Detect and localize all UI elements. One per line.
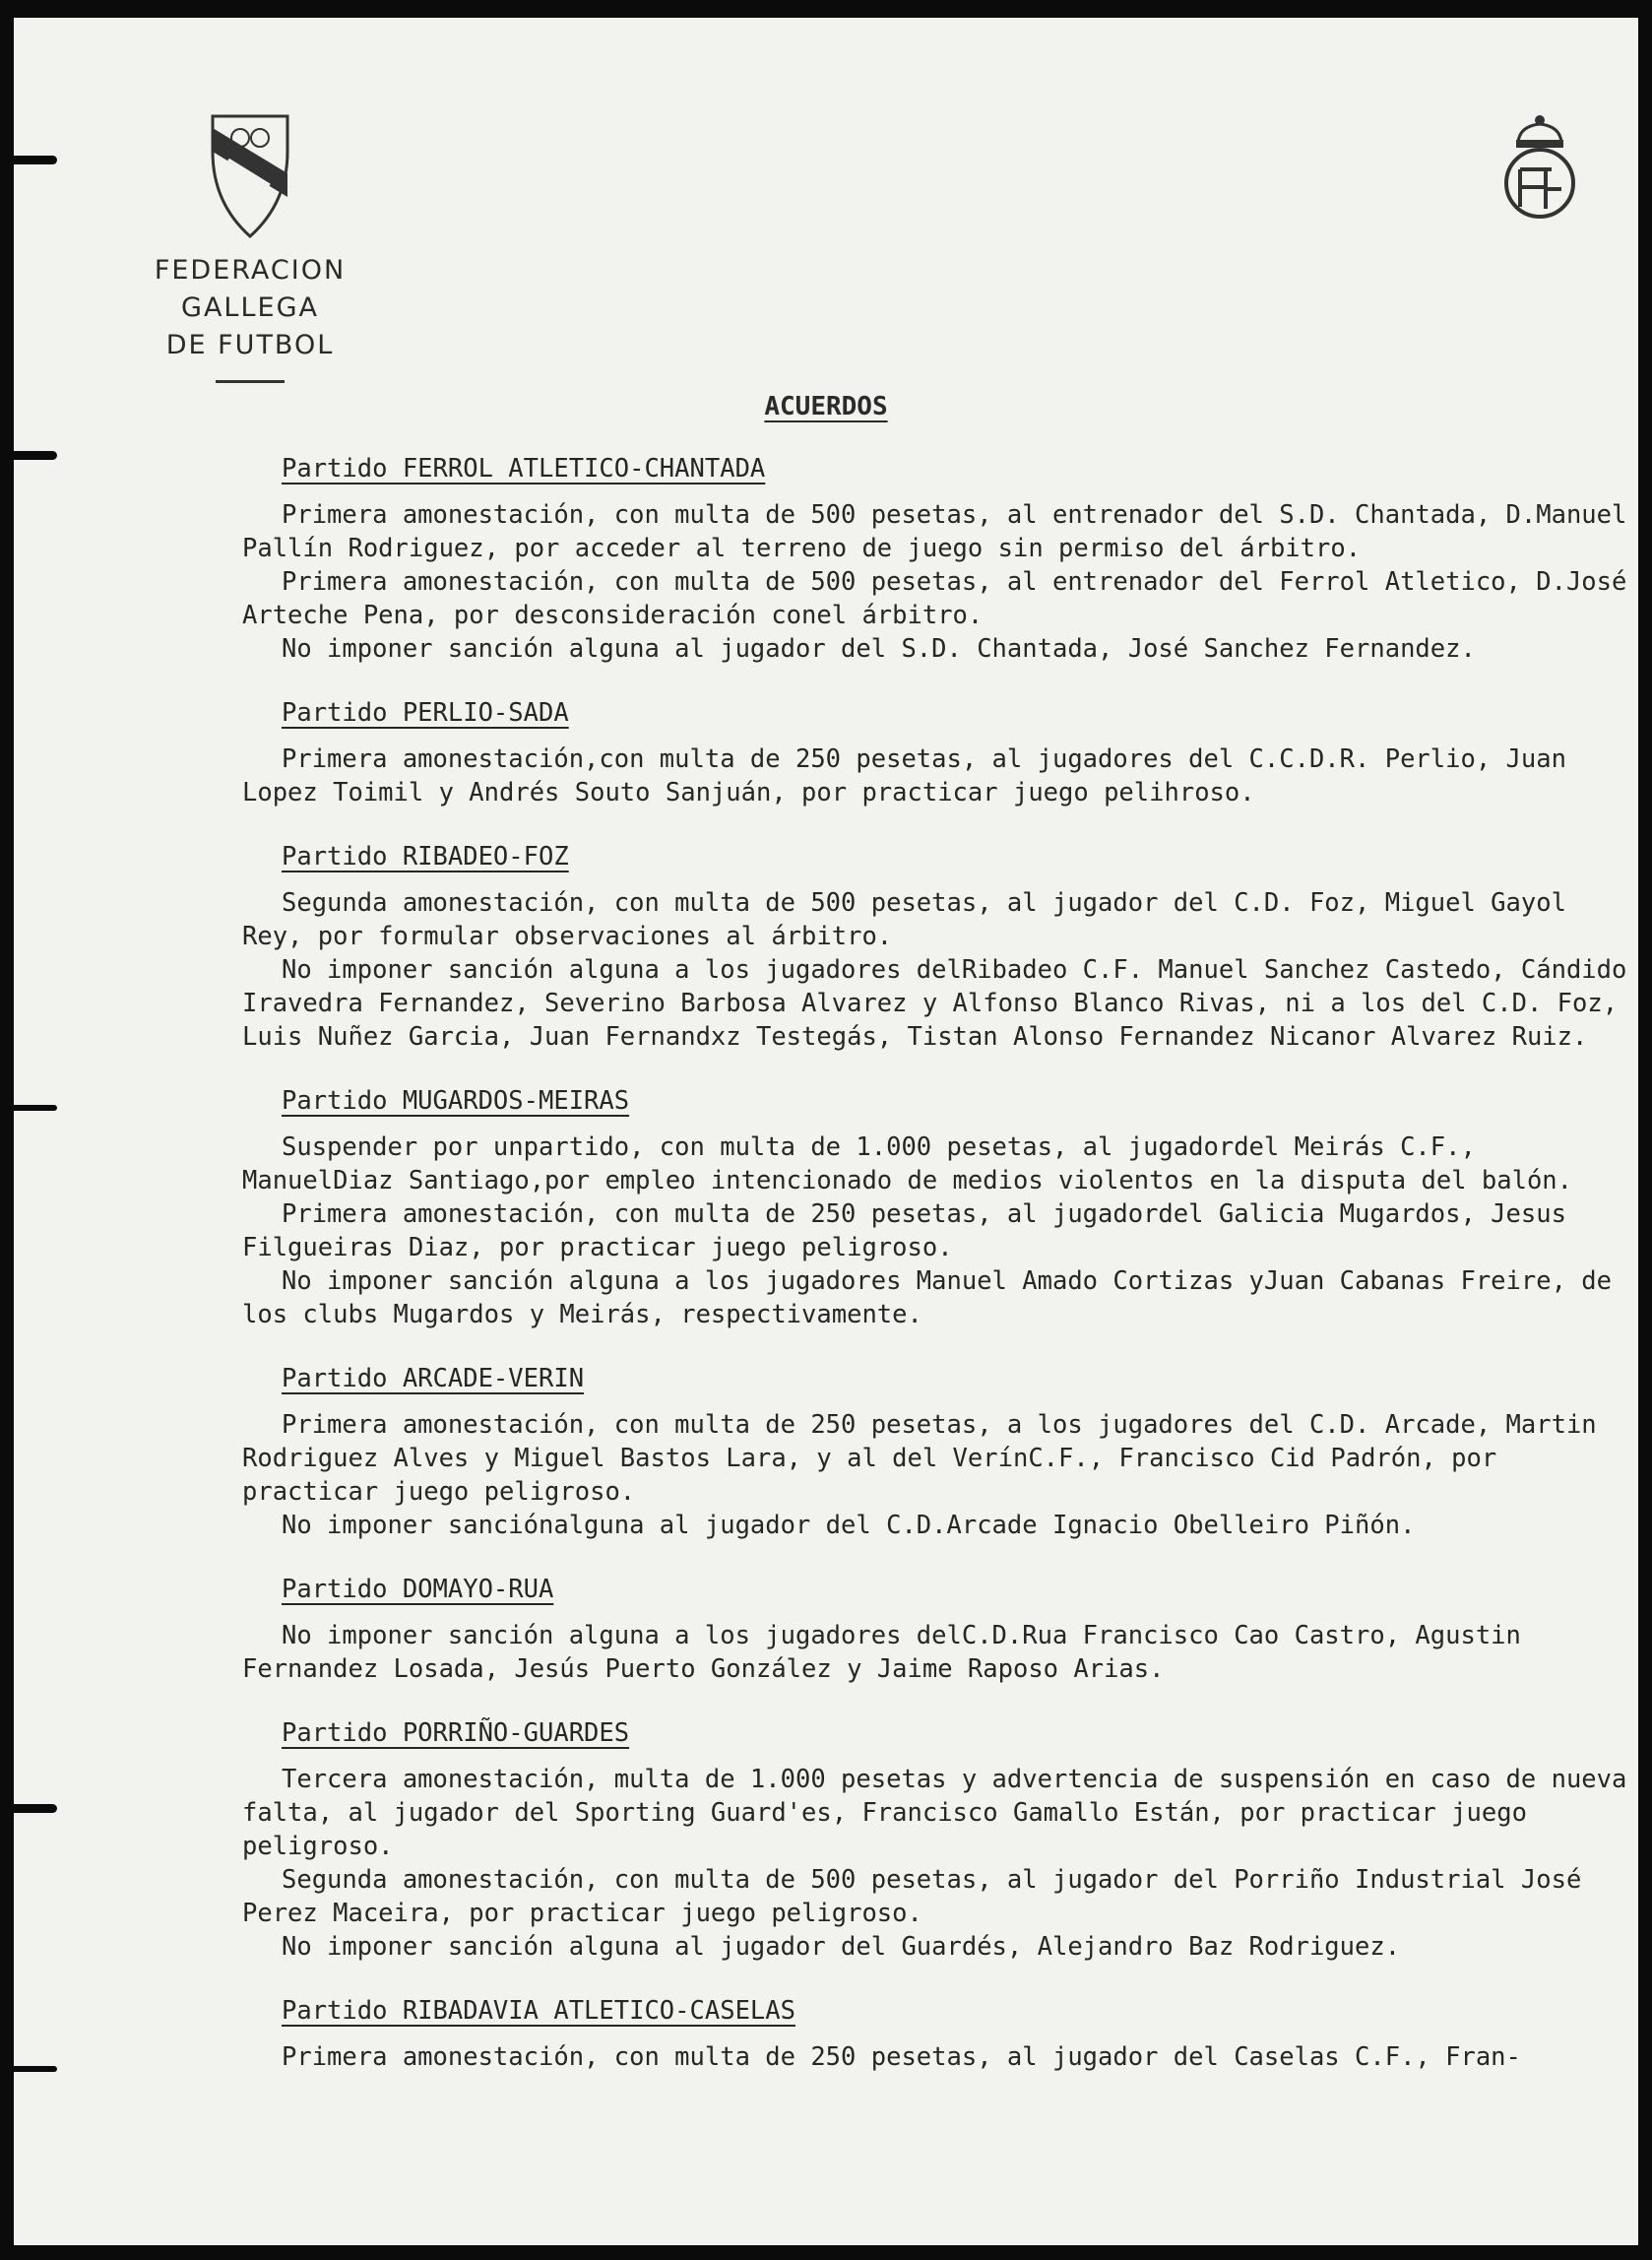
match-heading: Partido ARCADE-VERIN	[282, 1364, 585, 1393]
resolution-paragraph: No imponer sanción alguna a los jugadores Manuel Amado Cortizas yJuan Cabanas Freire, de los clubs Mugardos y Meirás, respectivamente.	[242, 1266, 1613, 1329]
page-title	[14, 392, 1638, 421]
resolution-paragraph: No imponer sanción alguna al jugador del S.D. Chantada, José Sanchez Fernandez.	[282, 634, 1476, 664]
resolution-paragraph: Segunda amonestación, con multa de 500 pesetas, al jugador del C.D. Foz, Miguel Gayol Rey, por formular observaciones al árbitro.	[242, 888, 1566, 951]
resolution-paragraph: Segunda amonestación, con multa de 500 pesetas, al jugador del Porriño Industrial José Perez Maceira, por practicar juego peligroso.	[242, 1865, 1582, 1928]
resolution-paragraph: Primera amonestación, con multa de 250 pesetas, a los jugadores del C.D. Arcade, Martin Rodriguez Alves y Miguel Bastos Lara, y al del VerínC.F., Francisco Cid Padrón, por practicar juego peligroso.	[242, 1410, 1597, 1507]
document-page	[14, 18, 1638, 2245]
title-text: ACUERDOS	[764, 392, 888, 421]
match-heading: Partido RIBADEO-FOZ	[282, 842, 569, 872]
federation-name: FEDERACION GALLEGA DE FUTBOL	[154, 255, 347, 360]
match-section	[242, 451, 1638, 666]
match-section	[242, 695, 1638, 809]
resolution-paragraph: Primera amonestación, con multa de 500 pesetas, al entrenador del Ferrol Atletico, D.José Arteche Pena, por desconsideración conel árbitro.	[242, 567, 1627, 630]
resolution-paragraph: No imponer sanción alguna a los jugadores delC.D.Rua Francisco Cao Castro, Agustin Fernandez Losada, Jesús Puerto González y Jaime Raposo Arias.	[242, 1621, 1521, 1684]
resolution-paragraph: No imponer sanciónalguna al jugador del C.D.Arcade Ignacio Obelleiro Piñón.	[282, 1511, 1416, 1540]
match-section	[242, 1993, 1638, 2074]
match-section	[242, 1083, 1638, 1331]
match-section	[242, 1572, 1638, 1686]
resolution-paragraph: Primera amonestación, con multa de 250 pesetas, al jugador del Caselas C.F., Fran-	[282, 2042, 1521, 2072]
resolution-paragraph: Primera amonestación,con multa de 250 pesetas, al jugadores del C.C.D.R. Perlio, Juan Lopez Toimil y Andrés Souto Sanjuán, por practicar juego pelihroso.	[242, 744, 1566, 807]
resolution-paragraph: Suspender por unpartido, con multa de 1.000 pesetas, al jugadordel Meirás C.F., ManuelDiaz Santiago,por empleo intencionado de medios violentos en la disputa del balón.	[242, 1132, 1573, 1195]
punch-hole-mark	[14, 156, 57, 164]
match-heading: Partido DOMAYO-RUA	[282, 1575, 554, 1604]
resolution-paragraph: No imponer sanción alguna a los jugadores delRibadeo C.F. Manuel Sanchez Castedo, Cándido Iravedra Fernandez, Severino Barbosa Alvarez y Alfonso Blanco Rivas, ni a los del C.D. Foz, Luis Nuñez Garcia, Juan Fernandxz Testegás, Tistan Alonso Fernandez Nicanor Alvarez Ruiz.	[242, 955, 1627, 1052]
match-heading: Partido PORRIÑO-GUARDES	[282, 1718, 630, 1748]
match-heading: Partido RIBADAVIA ATLETICO-CASELAS	[282, 1996, 795, 2026]
galician-federation-shield-icon	[209, 112, 291, 240]
letterhead-rule	[216, 380, 285, 383]
crowned-rfef-emblem-icon	[1500, 112, 1579, 223]
match-section	[242, 1361, 1638, 1542]
match-heading: Partido FERROL ATLETICO-CHANTADA	[282, 454, 766, 484]
punch-hole-mark	[14, 1804, 57, 1813]
match-heading: Partido PERLIO-SADA	[282, 698, 569, 728]
resolution-paragraph: No imponer sanción alguna al jugador del Guardés, Alejandro Baz Rodriguez.	[282, 1932, 1401, 1962]
match-section	[242, 1715, 1638, 1964]
punch-hole-mark	[14, 2066, 57, 2072]
resolution-paragraph: Tercera amonestación, multa de 1.000 pesetas y advertencia de suspensión en caso de nueva falta, al jugador del Sporting Guard'es, Francisco Gamallo Están, por practicar juego peligroso.	[242, 1765, 1627, 1861]
letterhead	[83, 112, 417, 383]
match-heading: Partido MUGARDOS-MEIRAS	[282, 1086, 630, 1116]
resolution-paragraph: Primera amonestación, con multa de 500 pesetas, al entrenador del S.D. Chantada, D.Manuel Pallín Rodriguez, por acceder al terreno de juego sin permiso del árbitro.	[242, 500, 1627, 563]
punch-hole-mark	[14, 451, 57, 460]
match-section	[242, 839, 1638, 1054]
resolution-paragraph: Primera amonestación, con multa de 250 pesetas, al jugadordel Galicia Mugardos, Jesus Filgueiras Diaz, por practicar juego peligroso.	[242, 1199, 1566, 1262]
punch-hole-mark	[14, 1105, 57, 1111]
document-body	[242, 451, 1638, 2103]
